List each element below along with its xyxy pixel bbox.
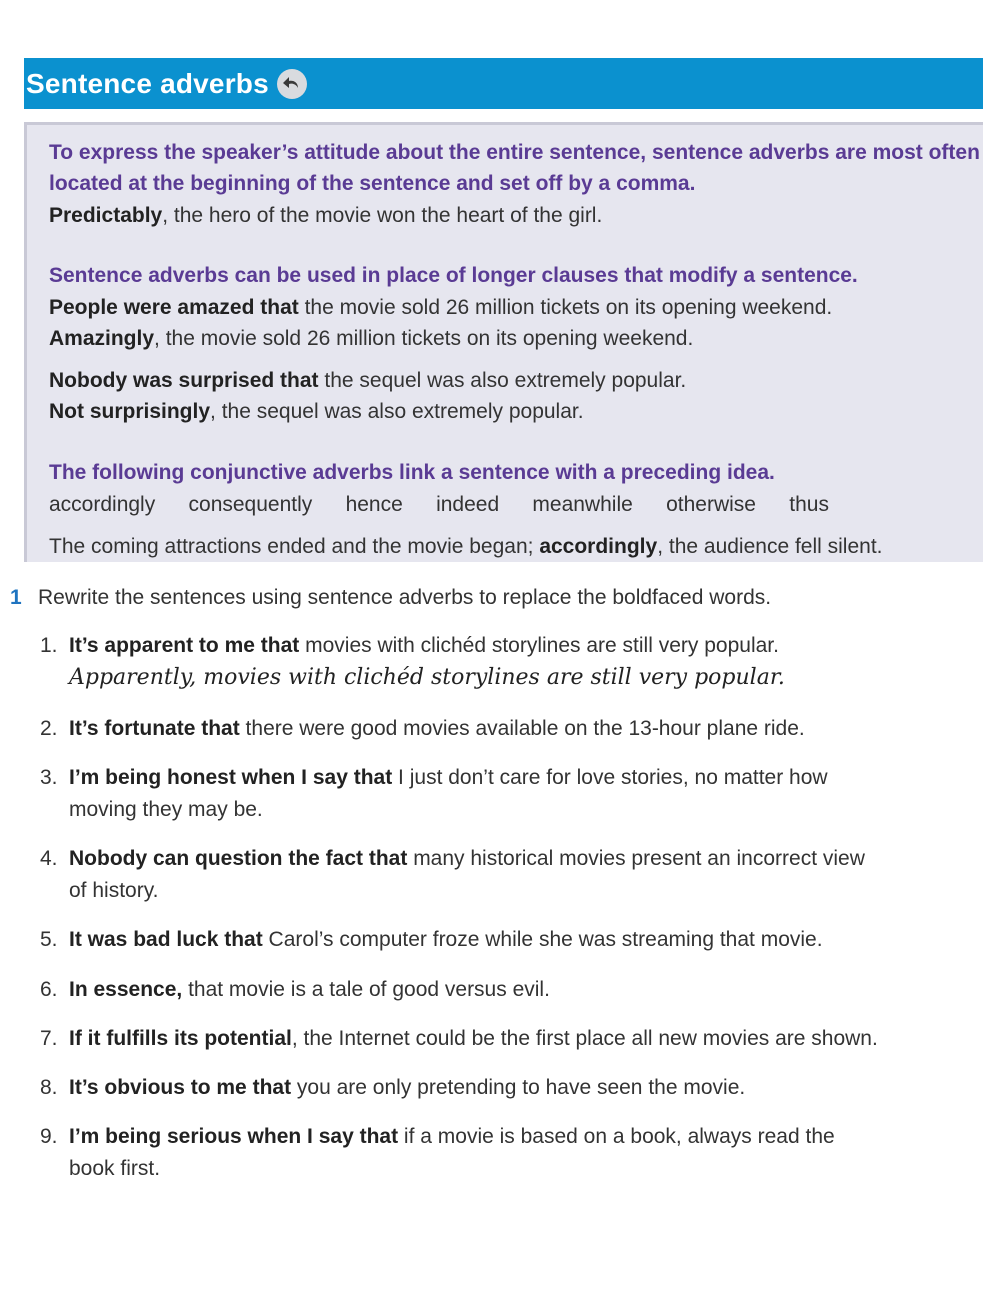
exercise-instruction: 1 Rewrite the sentences using sentence adverbs to replace the boldfaced words. xyxy=(10,586,772,609)
adverb-word: consequently xyxy=(188,493,313,516)
exercise-item: 3. I’m being honest when I say that I just don’t care for love stories, no matter how moving they may be. xyxy=(40,766,828,821)
exercise-item: 1. It’s apparent to me that movies with clichéd storylines are still very popular. xyxy=(40,634,779,657)
example-4: The coming attractions ended and the movie began; accordingly, the audience fell silent. xyxy=(49,535,883,558)
exercise-item: 4. Nobody can question the fact that many historical movies present an incorrect view of history. xyxy=(40,847,865,902)
adverb-word: thus xyxy=(789,493,829,516)
page-title: Sentence adverbs xyxy=(26,67,269,99)
rule-1-line-1: To express the speaker’s attitude about the entire sentence, sentence adverbs are most often xyxy=(49,141,980,164)
answer-field-1[interactable]: Apparently, movies with clichéd storylines are still very popular. xyxy=(69,665,785,690)
adverb-word: meanwhile xyxy=(532,493,633,516)
example-3a: Nobody was surprised that the sequel was also extremely popular. xyxy=(49,369,687,392)
adverb-word: otherwise xyxy=(666,493,756,516)
exercise-item: 9. I’m being serious when I say that if a movie is based on a book, always read the book first. xyxy=(40,1125,835,1180)
adverb-word: hence xyxy=(345,493,403,516)
adverb-word: indeed xyxy=(436,493,500,516)
title-banner xyxy=(24,58,983,109)
exercise-number: 1 xyxy=(10,586,22,609)
exercise-item: 7. If it fulfills its potential, the Internet could be the first place all new movies are shown. xyxy=(40,1027,878,1050)
example-2a: People were amazed that the movie sold 26 million tickets on its opening weekend. xyxy=(49,296,833,319)
exercise-item: 2. It’s fortunate that there were good movies available on the 13-hour plane ride. xyxy=(40,717,805,740)
adverb-word: accordingly xyxy=(49,493,156,516)
example-2b: Amazingly, the movie sold 26 million tickets on its opening weekend. xyxy=(49,327,694,350)
exercise-item: 5. It was bad luck that Carol’s computer froze while she was streaming that movie. xyxy=(40,928,823,951)
rule-3: The following conjunctive adverbs link a sentence with a preceding idea. xyxy=(49,461,775,484)
exercise-item: 8. It’s obvious to me that you are only pretending to have seen the movie. xyxy=(40,1076,746,1099)
rule-2: Sentence adverbs can be used in place of longer clauses that modify a sentence. xyxy=(49,264,858,287)
grammar-box xyxy=(24,122,983,562)
example-3b: Not surprisingly, the sequel was also extremely popular. xyxy=(49,400,584,423)
example-1: Predictably, the hero of the movie won the heart of the girl. xyxy=(49,204,603,227)
undo-arrow-icon[interactable] xyxy=(277,69,307,99)
adverb-list xyxy=(49,492,829,518)
rule-1-line-2: located at the beginning of the sentence and set off by a comma. xyxy=(49,172,696,195)
exercise-item: 6. In essence, that movie is a tale of good versus evil. xyxy=(40,978,550,1001)
